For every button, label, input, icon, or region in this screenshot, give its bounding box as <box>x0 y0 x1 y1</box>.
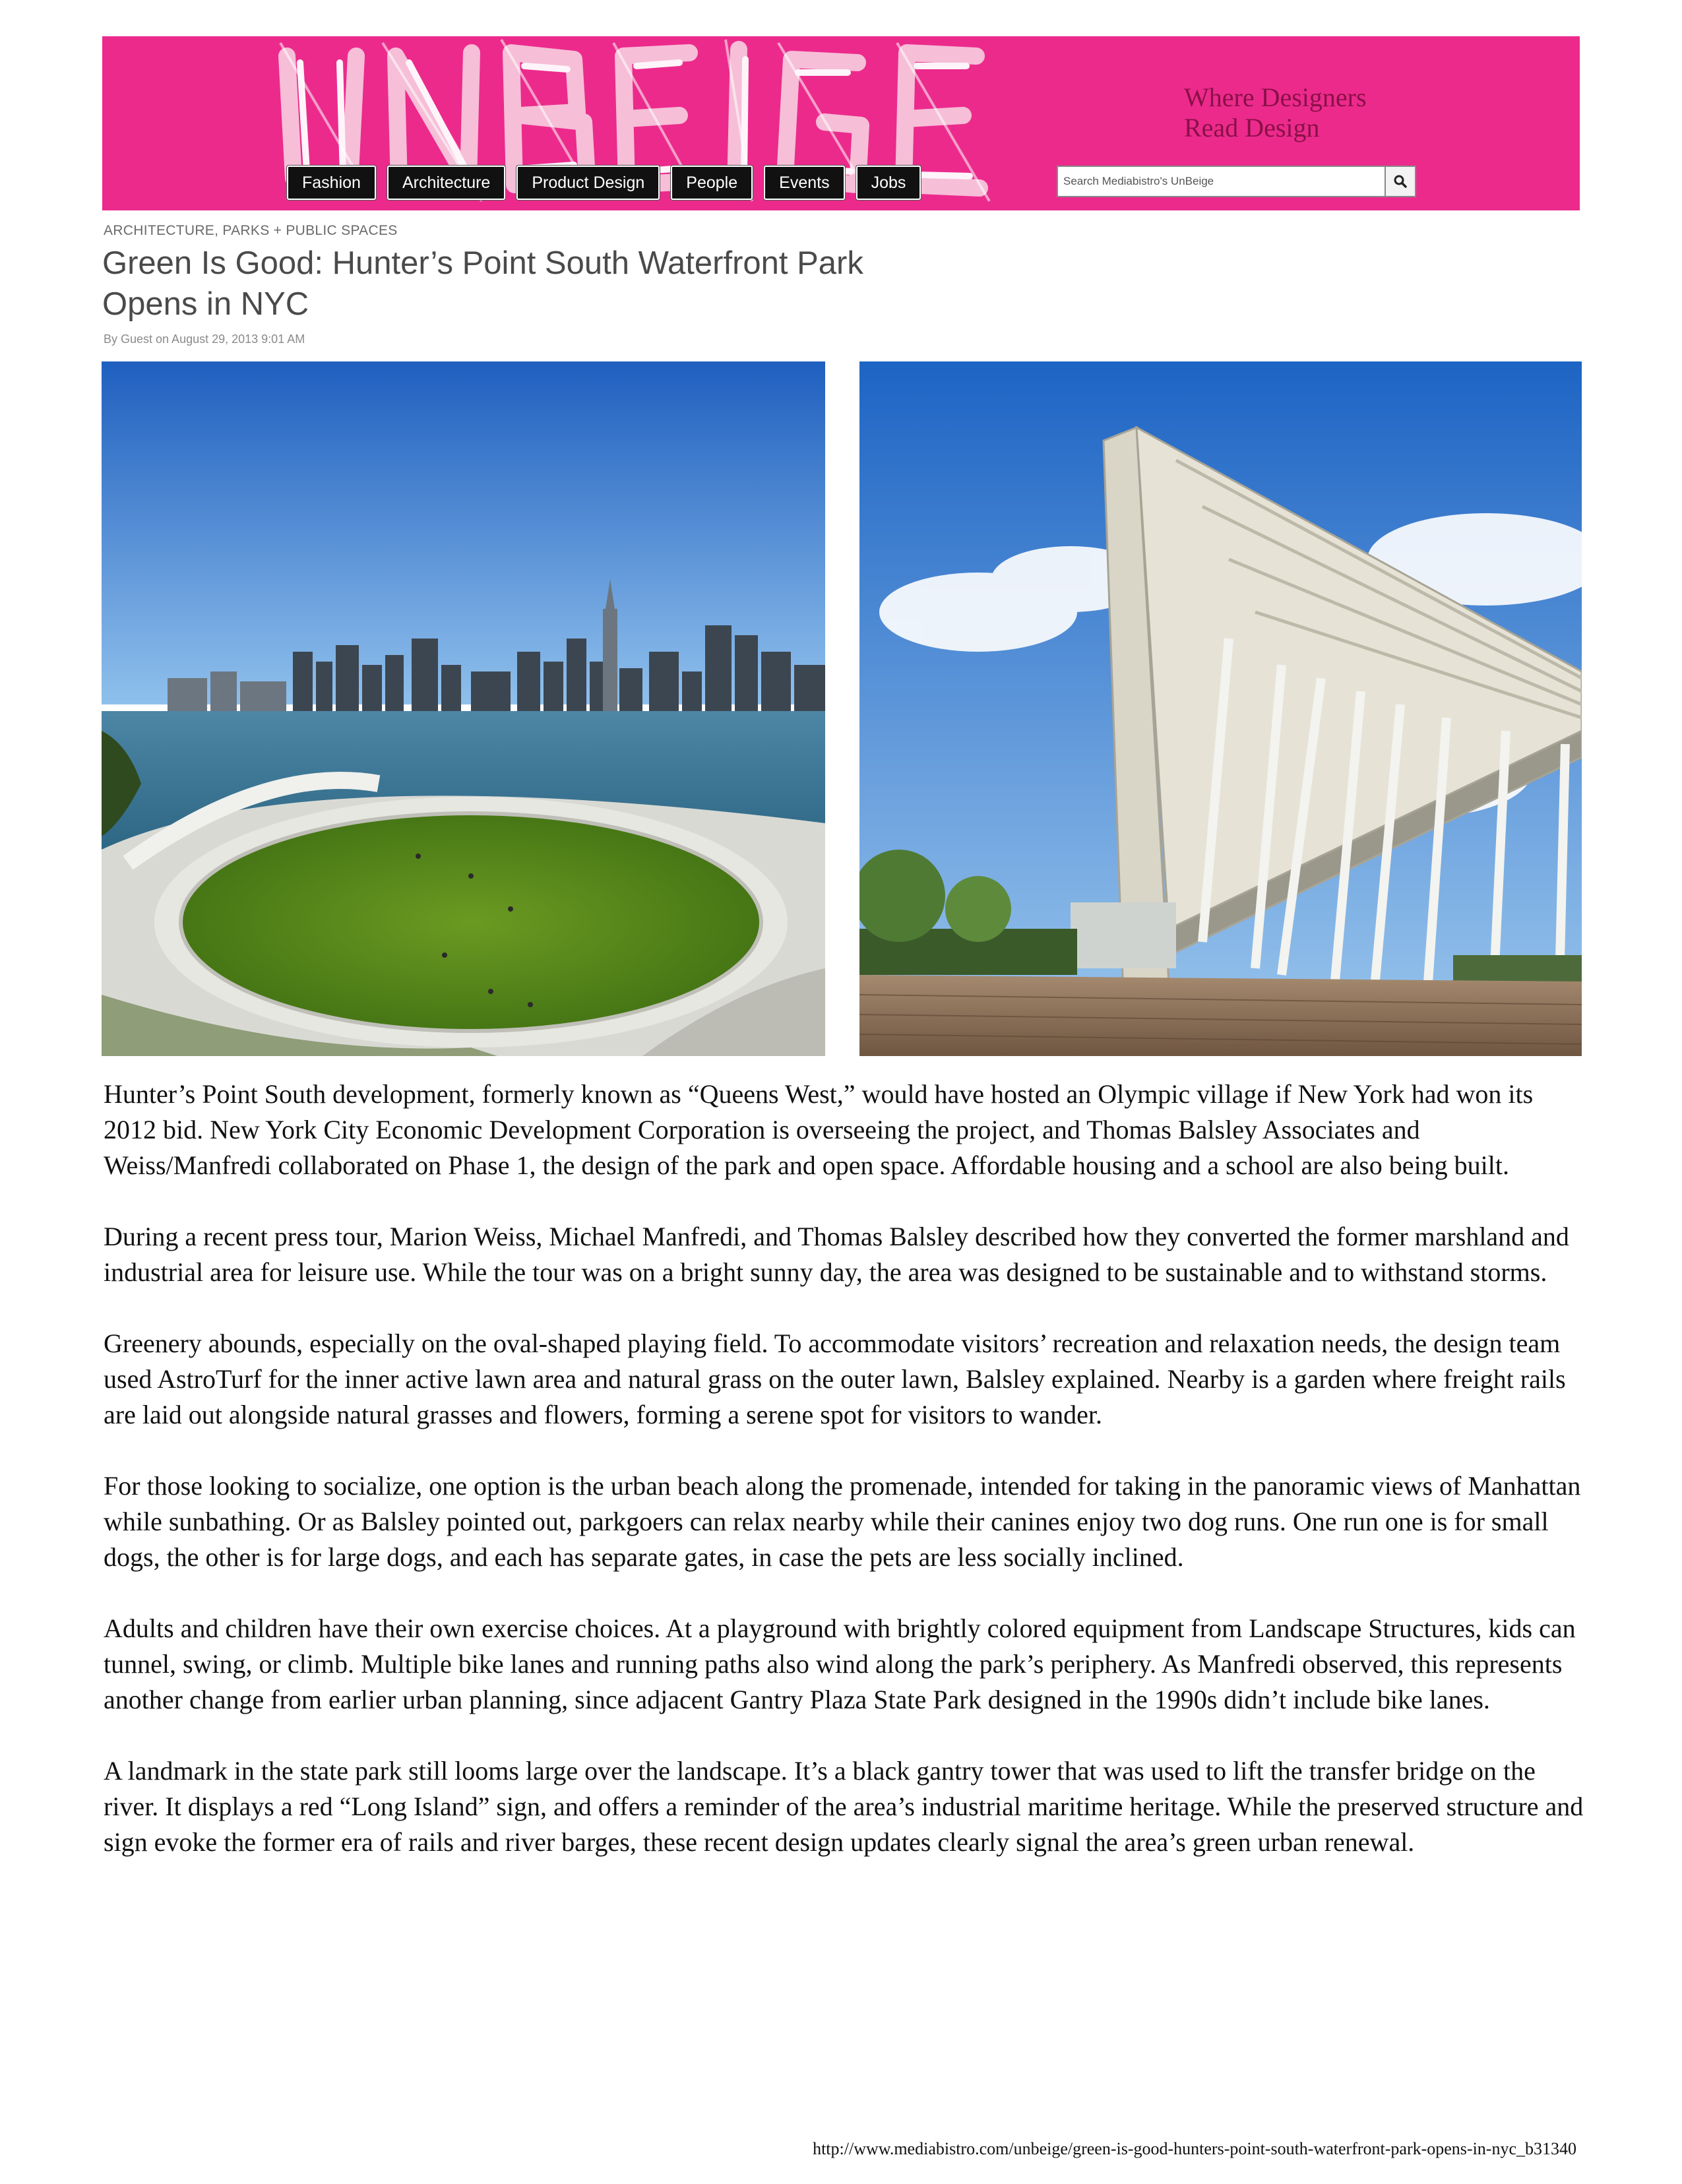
article-category[interactable]: ARCHITECTURE, PARKS + PUBLIC SPACES <box>104 223 398 238</box>
article-paragraph: A landmark in the state park still looms large over the landscape. It’s a black gantry tower that was used to lift the transfer bridge on the river. It displays a red “Long Island” sign, and offers a reminder of the area’s industrial maritime heritage. While the preserved structure and sign evoke the former era of rails and river barges, these recent design updates clearly signal the area’s green urban renewal. <box>104 1756 1584 1857</box>
nav-product-design[interactable]: Product Design <box>516 166 660 200</box>
article-title[interactable]: Green Is Good: Hunter’s Point South Waterfront Park Opens in NYC <box>102 245 863 322</box>
nav-fashion[interactable]: Fashion <box>287 166 376 200</box>
park-lawn-skyline-photo <box>102 361 825 1056</box>
pavilion-canopy-photo <box>859 361 1582 1056</box>
article-paragraph: For those looking to socialize, one option is the urban beach along the promenade, intended for taking in the panoramic views of Manhattan while sunbathing. Or as Balsley pointed out, parkgoers can relax nearby while their canines enjoy two dog runs. One run one is for small dogs, the other is for large dogs, and each has separate gates, in case the pets are less socially inclined. <box>104 1471 1581 1572</box>
search-box <box>1057 166 1416 197</box>
tagline-line-1: Where Designers <box>1184 82 1367 112</box>
site-header <box>102 36 1580 210</box>
article-paragraph: Hunter’s Point South development, formerly known as “Queens West,” would have hosted an Olympic village if New York had won its 2012 bid. New York City Economic Development Corporation is overseeing the project, and Thomas Balsley Associates and Weiss/Manfredi collaborated on Phase 1, the design of the park and open space. Affordable housing and a school are also being built. <box>104 1079 1534 1180</box>
article-byline: By Guest on August 29, 2013 9:01 AM <box>104 332 305 346</box>
nav-jobs[interactable]: Jobs <box>856 166 921 200</box>
search-input[interactable] <box>1058 168 1385 195</box>
nav-architecture[interactable]: Architecture <box>387 166 505 200</box>
nav-people[interactable]: People <box>671 166 753 200</box>
search-button[interactable] <box>1385 167 1415 196</box>
site-tagline <box>1184 82 1367 143</box>
source-url[interactable]: http://www.mediabistro.com/unbeige/green-is-good-hunters-point-south-waterfront-park-opens-in-nyc_b31340 <box>813 2139 1576 2158</box>
article-paragraph: Adults and children have their own exercise choices. At a playground with brightly colored equipment from Landscape Structures, kids can tunnel, swing, or climb. Multiple bike lanes and running paths also wind along the park’s periphery. As Manfredi observed, this represents another change from earlier urban planning, since adjacent Gantry Plaza State Park designed in the 1990s didn’t include bike lanes. <box>104 1613 1576 1714</box>
search-icon <box>1393 174 1408 189</box>
nav-events[interactable]: Events <box>764 166 844 200</box>
article-paragraph: Greenery abounds, especially on the oval-shaped playing field. To accommodate visitors’ recreation and relaxation needs, the design team used AstroTurf for the inner active lawn area and natural grass on the outer lawn, Balsley explained. Nearby is a garden where freight rails are laid out alongside natural grasses and flowers, forming a serene spot for visitors to wander. <box>104 1328 1566 1429</box>
main-nav <box>287 166 921 199</box>
article-paragraph: During a recent press tour, Marion Weiss, Michael Manfredi, and Thomas Balsley described how they converted the former marshland and industrial area for leisure use. While the tour was on a bright sunny day, the area was designed to be sustainable and to withstand storms. <box>104 1222 1569 1287</box>
article-body <box>104 1076 1588 1896</box>
tagline-line-2: Read Design <box>1184 113 1320 142</box>
